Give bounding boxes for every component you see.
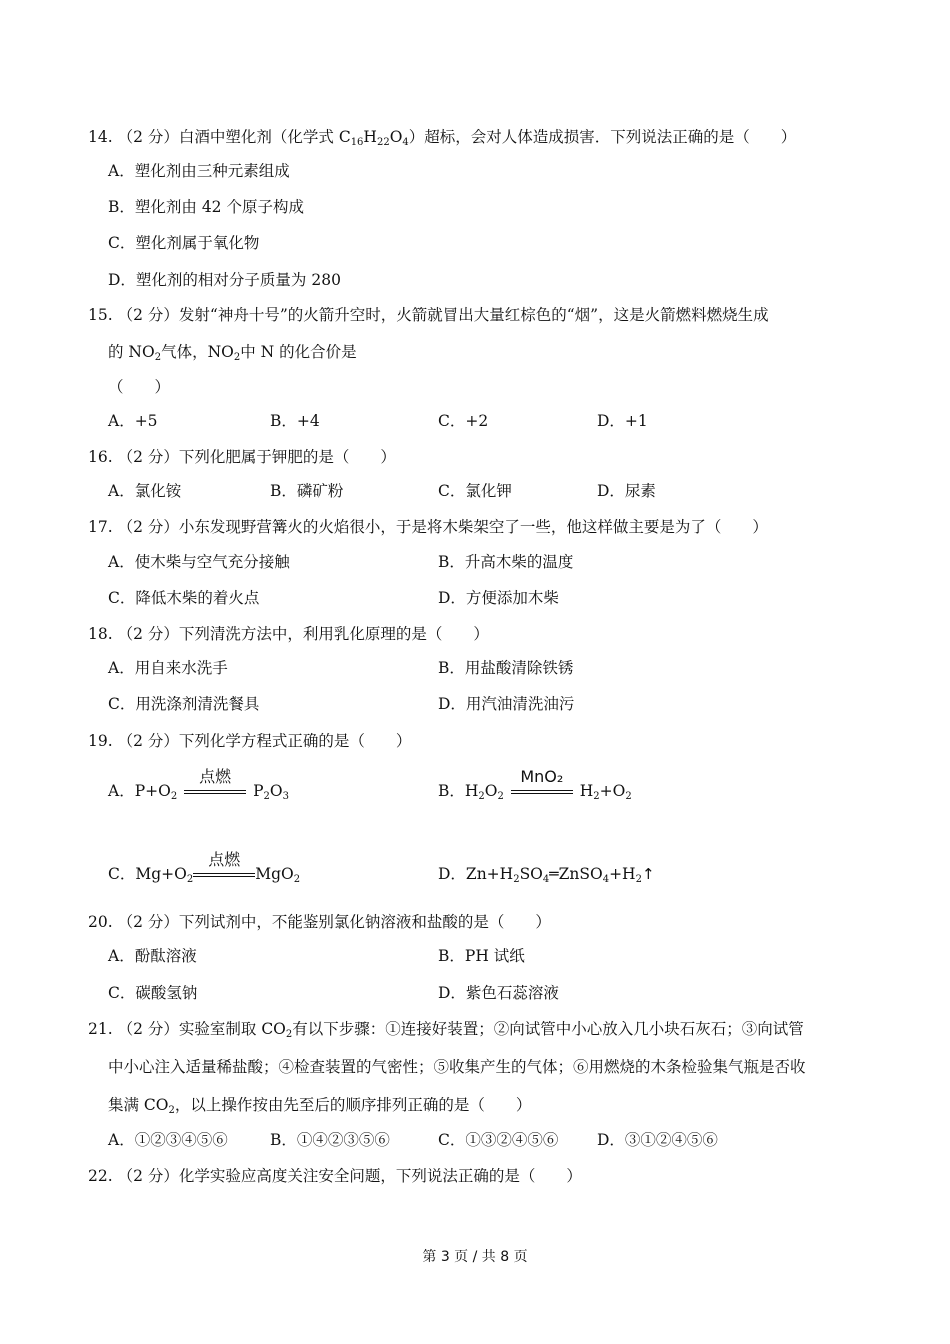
q18-option-c[interactable]: C．用洗涤剂清洗餐具 [108,695,260,713]
q15-option-a[interactable]: A．+5 [108,412,158,430]
question-19-stem: 19. （2 分）下列化学方程式正确的是（ ） [88,732,412,750]
q17-option-b[interactable]: B．升高木柴的温度 [438,553,574,571]
question-17-stem: 17. （2 分）小东发现野营篝火的火焰很小，于是将木柴架空了一些，他这样做主要是为了（ ） [88,518,768,536]
q14-option-c[interactable]: C．塑化剂属于氧化物 [108,234,260,252]
q20-option-c[interactable]: C．碳酸氢钠 [108,984,198,1002]
q20-option-b[interactable]: B．PH 试纸 [438,947,525,965]
q21-option-c[interactable]: C．①③②④⑤⑥ [438,1131,559,1149]
reaction-condition-arrow: 点燃 [184,781,246,801]
q21-option-d[interactable]: D．③①②④⑤⑥ [597,1131,718,1149]
question-15-stem-line2: 的 $NO_2$气体，$NO_2$中 N 的化合价是 [108,343,357,363]
q20-option-a[interactable]: A．酚酞溶液 [108,947,197,965]
question-21-stem-line3: 集满 $CO_2$，以上操作按由先至后的顺序排列正确的是（ ） [108,1096,532,1116]
q16-option-b[interactable]: B．磷矿粉 [270,482,344,500]
question-21-stem-line1: 21. （2 分）实验室制取 $CO_2$有以下步骤：①连接好装置；②向试管中小心放入几小块石灰石；③向试管 [88,1020,804,1040]
q21-option-a[interactable]: A．①②③④⑤⑥ [108,1131,228,1149]
q14-option-a[interactable]: A．塑化剂由三种元素组成 [108,162,290,180]
q15-option-d[interactable]: D．+1 [597,412,648,430]
q14-option-d[interactable]: D．塑化剂的相对分子质量为 280 [108,271,341,289]
question-16-stem: 16. （2 分）下列化肥属于钾肥的是（ ） [88,448,396,466]
question-21-stem-line2: 中小心注入适量稀盐酸；④检查装置的气密性；⑤收集产生的气体；⑥用燃烧的木条检验集气瓶是否收 [108,1058,806,1076]
q19-option-d[interactable]: D．$Zn+H_2SO_4═ZnSO_4+H_2↑$ [438,865,655,885]
reaction-condition-arrow: MnO₂ [511,781,573,801]
question-20-stem: 20. （2 分）下列试剂中，不能鉴别氯化钠溶液和盐酸的是（ ） [88,913,551,931]
question-15-stem-line3: （ ） [108,378,171,396]
gas-arrow-up-icon: ↑ [641,865,655,883]
q14-option-b[interactable]: B．塑化剂由 42 个原子构成 [108,198,304,216]
question-14-stem: 14. （2 分）白酒中塑化剂（化学式 $C_{16}H_{22}O_4$）超标，会对人体造成损害．下列说法正确的是（ ） [88,128,797,148]
q15-option-c[interactable]: C．+2 [438,412,489,430]
q17-option-c[interactable]: C．降低木柴的着火点 [108,589,260,607]
question-15-stem-line1: 15. （2 分）发射“神舟十号”的火箭升空时，火箭就冒出大量红棕色的“烟”，这是火箭燃料燃烧生成 [88,306,769,324]
q18-option-a[interactable]: A．用自来水洗手 [108,659,228,677]
question-22-stem: 22. （2 分）化学实验应高度关注安全问题，下列说法正确的是（ ） [88,1167,582,1185]
page-number-footer: 第 3 页 / 共 8 页 [422,1249,528,1265]
reaction-condition-arrow: 点燃 [193,864,255,884]
q16-option-d[interactable]: D．尿素 [597,482,656,500]
question-18-stem: 18. （2 分）下列清洗方法中，利用乳化原理的是（ ） [88,625,489,643]
q18-option-d[interactable]: D．用汽油清洗油污 [438,695,575,713]
q19-option-b[interactable]: B．$H_2O_2$ MnO₂ $H_2+O_2$ [438,767,632,802]
q18-option-b[interactable]: B．用盐酸清除铁锈 [438,659,574,677]
q17-option-d[interactable]: D．方便添加木柴 [438,589,559,607]
q17-option-a[interactable]: A．使木柴与空气充分接触 [108,553,290,571]
q19-option-a[interactable]: A．$P+O_2$ 点燃 $P_2O_3$ [108,767,289,802]
q16-option-c[interactable]: C．氯化钾 [438,482,512,500]
q16-option-a[interactable]: A．氯化铵 [108,482,182,500]
q21-option-b[interactable]: B．①④②③⑤⑥ [270,1131,390,1149]
q20-option-d[interactable]: D．紫色石蕊溶液 [438,984,559,1002]
q19-option-c[interactable]: C．$Mg+O_2$ 点燃 MgO$_2$ [108,850,301,885]
q15-option-b[interactable]: B．+4 [270,412,320,430]
